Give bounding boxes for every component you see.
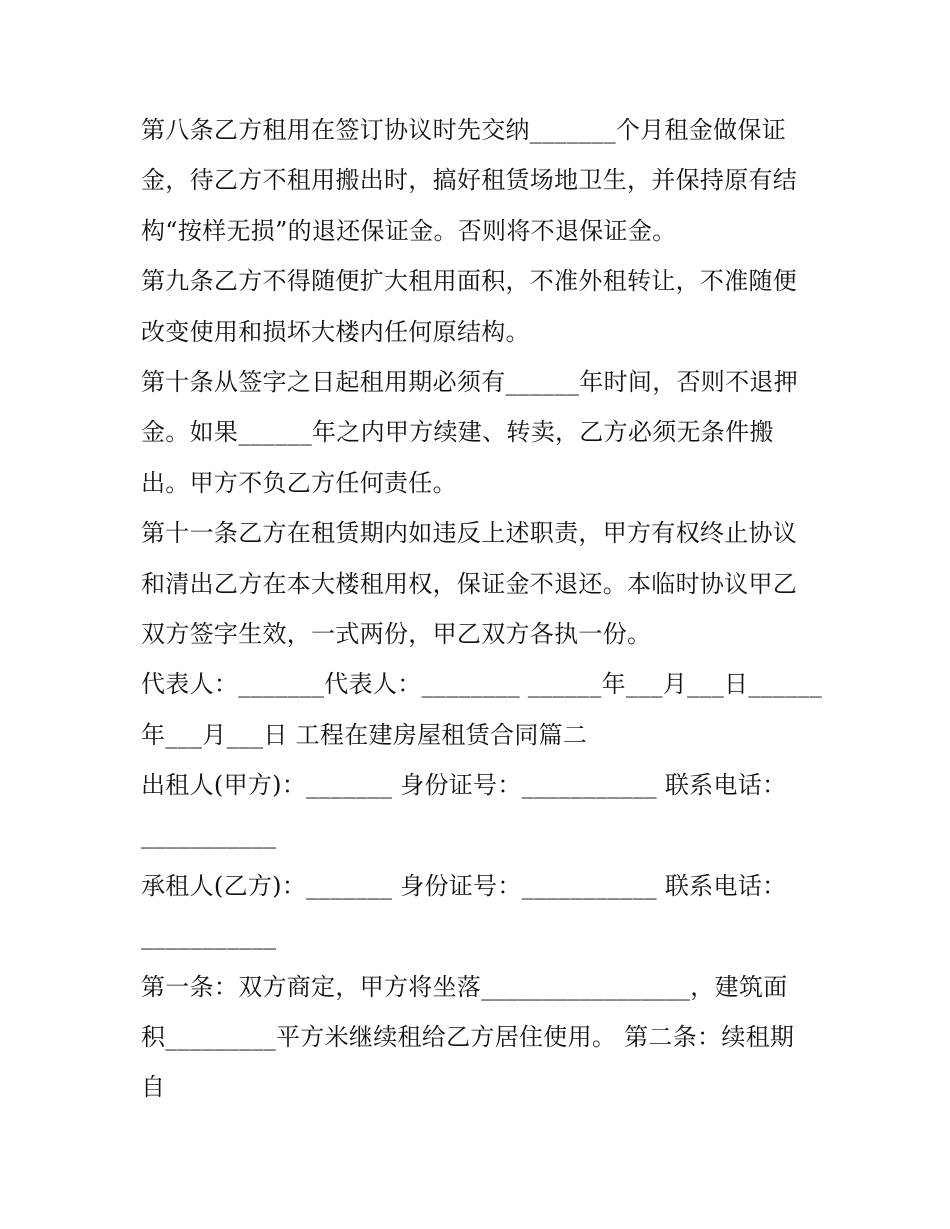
- text-line: ___________: [141, 821, 277, 850]
- text-line: 年___月___日 工程在建房屋租赁合同篇二: [141, 720, 588, 749]
- text-line: 金。如果______年之内甲方续建、转卖，乙方必须无条件搬: [141, 418, 774, 447]
- text-line: ___________: [141, 922, 277, 951]
- text-line: 第八条乙方租用在签订协议时先交纳_______个月租金做保证: [141, 116, 786, 144]
- text-line: 第十一条乙方在租赁期内如违反上述职责，甲方有权终止协议: [141, 519, 798, 548]
- text-line: 承租人(乙方)：_______ 身份证号：___________ 联系电话：: [141, 871, 787, 900]
- text-line: 出。甲方不负乙方任何责任。: [141, 468, 457, 497]
- text-line: 第九条乙方不得随便扩大租用面积，不准外租转让，不准随便: [141, 267, 798, 296]
- text-line: 金，待乙方不租用搬出时，搞好租赁场地卫生，并保持原有结: [141, 166, 798, 195]
- text-line: 代表人：_______代表人：________ ______年___月___日______: [141, 670, 823, 699]
- text-line: 和清出乙方在本大楼租用权，保证金不退还。本临时协议甲乙: [141, 569, 798, 598]
- text-line: 改变使用和损坏大楼内任何原结构。: [141, 317, 530, 346]
- text-line: 构“按样无损”的退还保证金。否则将不退保证金。: [141, 216, 677, 245]
- text-line: 自: [141, 1073, 166, 1102]
- text-line: 积_________平方米继续租给乙方居住使用。 第二条：续租期: [141, 1023, 795, 1052]
- document-body: [141, 105, 823, 1113]
- text-line: 第十条从签字之日起租用期必须有______年时间，否则不退押: [141, 367, 798, 396]
- text-line: 第一条：双方商定，甲方将坐落_________________，建筑面: [141, 972, 788, 1001]
- text-line: 出租人(甲方)：_______ 身份证号：___________ 联系电话：: [141, 771, 787, 800]
- text-line: 双方签字生效，一式两份，甲乙双方各执一份。: [141, 619, 652, 648]
